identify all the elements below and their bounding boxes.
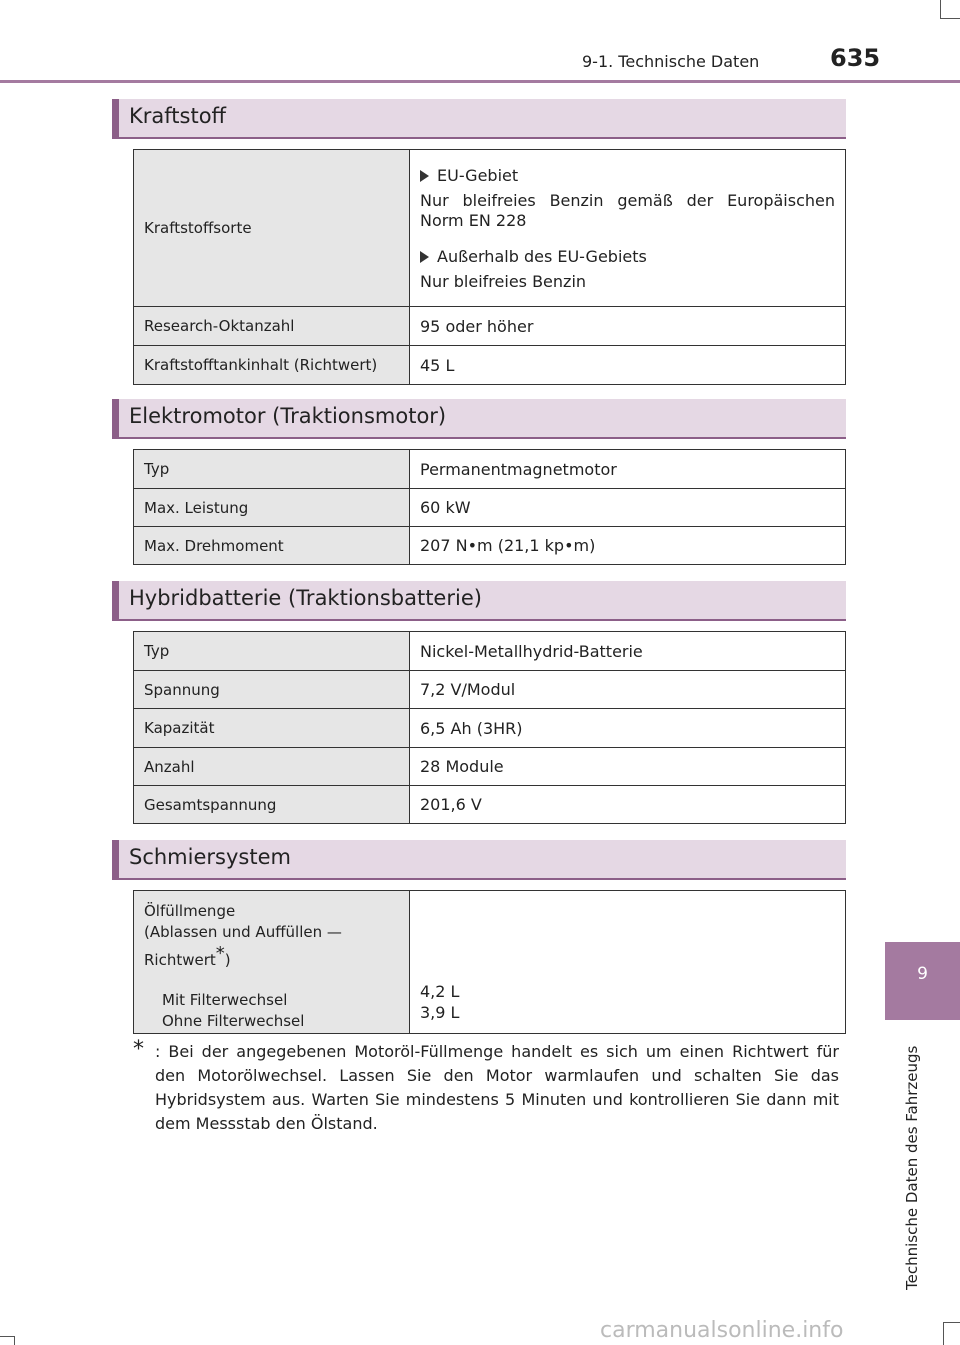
table-row [134, 489, 846, 527]
chapter-tab-number: 9 [917, 964, 928, 984]
chapter-side-label [903, 1030, 923, 1292]
section-header-motor [112, 399, 846, 437]
footnote-text: : Bei der angegebenen Motoröl-Füllmenge handelt es sich um einen Richtwert für den Motorölwechsel. Lassen Sie den Motor warmlaufen und schalten Sie das Hybridsystem aus. Warten Sie mindestens 5 Minuten und kontrollieren Sie dann mit dem Messstab den Ölstand. [155, 1042, 839, 1133]
row-value: Nickel-Metallhydrid-Batterie [410, 632, 846, 671]
fuel-region-eu [420, 166, 835, 185]
row-label: Anzahl [134, 748, 410, 786]
table-row [134, 891, 846, 1034]
crop-mark [940, 18, 960, 19]
section-header-lubrication [112, 840, 846, 878]
table-row [134, 346, 846, 385]
oil-label-line [144, 943, 399, 971]
fuel-table [133, 149, 846, 385]
lubrication-table [133, 890, 846, 1034]
row-value: 45 L [410, 346, 846, 385]
footnote-marker: * [133, 1037, 144, 1062]
battery-table [133, 631, 846, 824]
fuel-eu-text: Nur bleifreies Benzin gemäß der Europäischen Norm EN 228 [420, 191, 835, 230]
triangle-bullet-icon [420, 170, 429, 182]
section-header-fuel [112, 99, 846, 137]
row-label: Typ [134, 450, 410, 489]
triangle-bullet-icon [420, 251, 429, 263]
chapter-title: 9-1. Technische Daten [582, 52, 760, 71]
crop-mark [0, 1336, 14, 1337]
crop-mark [14, 1336, 15, 1345]
row-label: Kapazität [134, 709, 410, 748]
oil-value-without-filter: 3,9 L [420, 1003, 460, 1022]
table-row [134, 450, 846, 489]
oil-label-close: ) [224, 951, 231, 969]
crop-mark [943, 1322, 944, 1345]
table-row [134, 527, 846, 565]
crop-mark [940, 0, 941, 18]
crop-mark [943, 1322, 960, 1323]
table-row [134, 150, 846, 307]
row-label: Max. Leistung [134, 489, 410, 527]
row-value: 207 N•m (21,1 kp•m) [410, 527, 846, 565]
table-row [134, 671, 846, 709]
row-value: 28 Module [410, 748, 846, 786]
section-title: Hybridbatterie (Traktionsbatterie) [129, 586, 482, 610]
oil-value-with-filter: 4,2 L [420, 982, 460, 1001]
chapter-tab [885, 942, 960, 1020]
row-value: 6,5 Ah (3HR) [410, 709, 846, 748]
row-label: Research-Oktanzahl [134, 307, 410, 346]
header-divider [0, 80, 960, 83]
chapter-side-text: Technische Daten des Fahrzeugs [903, 1045, 921, 1290]
row-label: Kraftstofftankinhalt (Richtwert) [134, 346, 410, 385]
table-row [134, 748, 846, 786]
row-value: 60 kW [410, 489, 846, 527]
table-row [134, 709, 846, 748]
watermark: carmanualsonline.info [600, 1318, 844, 1343]
page-header [0, 44, 960, 84]
fuel-eu-heading: EU-Gebiet [437, 166, 519, 185]
section-header-battery [112, 581, 846, 619]
motor-table [133, 449, 846, 565]
oil-label-line: Ölfüllmenge [144, 902, 236, 920]
section-title: Kraftstoff [129, 104, 227, 128]
row-label: Spannung [134, 671, 410, 709]
row-value: 201,6 V [410, 786, 846, 824]
section-title: Elektromotor (Traktionsmotor) [129, 404, 447, 428]
footnote-star: * [215, 943, 225, 964]
row-value: 7,2 V/Modul [410, 671, 846, 709]
row-value: Permanentmagnetmotor [410, 450, 846, 489]
fuel-noneu-text: Nur bleifreies Benzin [420, 272, 587, 291]
table-row [134, 307, 846, 346]
oil-sub-without-filter: Ohne Filterwechsel [162, 1012, 305, 1030]
oil-sub-with-filter: Mit Filterwechsel [162, 991, 288, 1009]
oil-capacity-values [410, 891, 846, 1034]
oil-label-line: (Ablassen und Auffüllen — [144, 923, 342, 941]
table-row [134, 632, 846, 671]
page-number: 635 [830, 44, 881, 72]
oil-label-richtwert: Richtwert [144, 951, 216, 969]
table-row [134, 786, 846, 824]
oil-capacity-label [134, 891, 410, 1034]
row-label: Typ [134, 632, 410, 671]
row-value: 95 oder höher [410, 307, 846, 346]
row-label: Gesamtspannung [134, 786, 410, 824]
fuel-region-non-eu [420, 247, 835, 266]
footnote [133, 1037, 839, 1136]
fuel-noneu-heading: Außerhalb des EU-Gebiets [437, 247, 647, 266]
fuel-type-label: Kraftstoffsorte [134, 150, 410, 307]
row-label: Max. Drehmoment [134, 527, 410, 565]
fuel-type-value [410, 150, 846, 307]
section-title: Schmiersystem [129, 845, 291, 869]
